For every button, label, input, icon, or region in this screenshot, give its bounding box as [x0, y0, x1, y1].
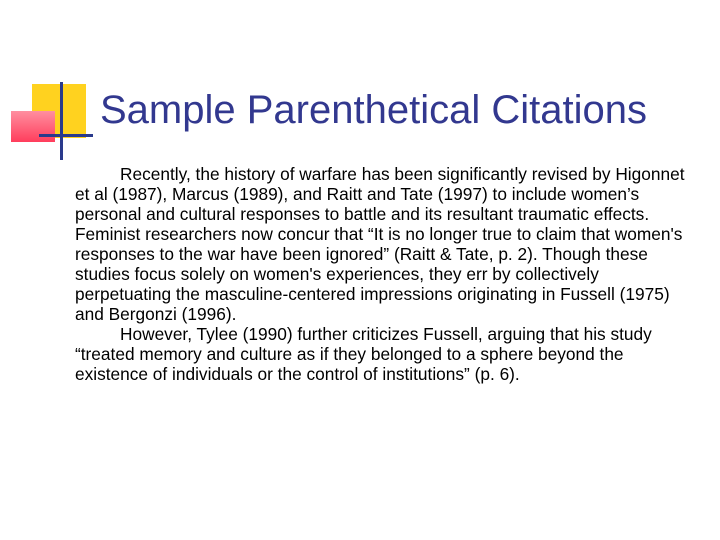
- logo-horizontal-line: [39, 134, 93, 137]
- logo-red-square: [11, 111, 55, 142]
- slide-title: Sample Parenthetical Citations: [100, 88, 647, 132]
- paragraph-1: Recently, the history of warfare has been significantly revised by Higonnet et al (1987), Marcus (1989), and Raitt and Tate (1997) to include women’s personal and cultural responses to battle and its resultant traumatic effects. Feminist researchers now concur that “It is no longer true to claim that women's responses to the war have been ignored” (Raitt & Tate, p. 2). Though these studies focus solely on women's experiences, they err by collectively perpetuating the masculine-centered impressions originating in Fussell (1975) and Bergonzi (1996).: [75, 164, 685, 324]
- logo-vertical-line: [60, 82, 63, 160]
- decorative-logo: [0, 0, 100, 170]
- slide-body: [75, 164, 687, 384]
- paragraph-2: However, Tylee (1990) further criticizes Fussell, arguing that his study “treated memory and culture as if they belonged to a sphere beyond the existence of individuals or the control of institutions” (p. 6).: [75, 324, 652, 384]
